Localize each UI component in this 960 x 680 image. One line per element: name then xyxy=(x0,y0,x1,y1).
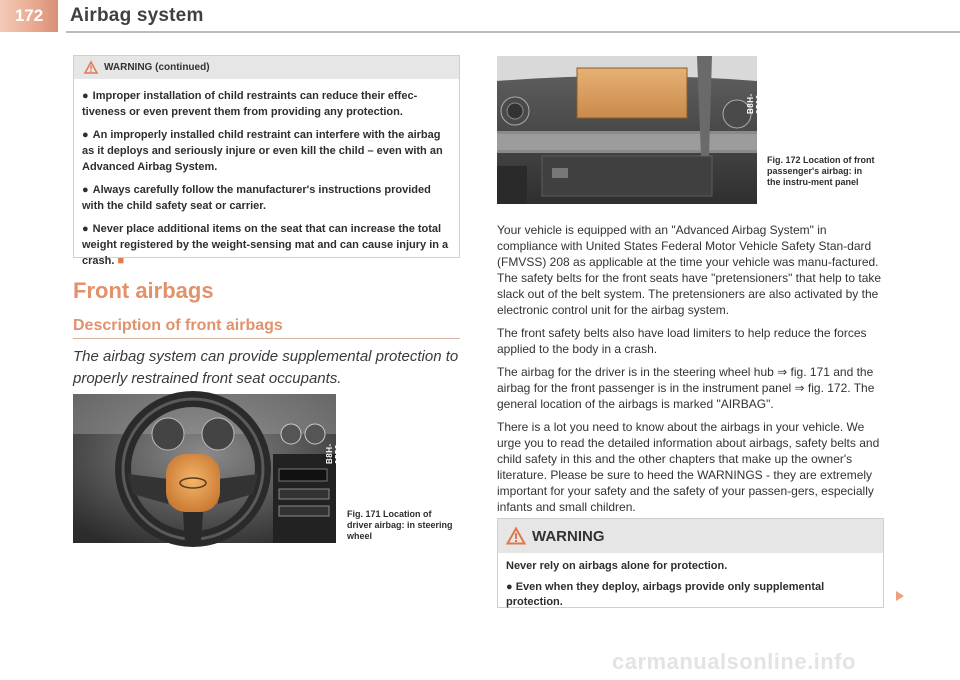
body-paragraph: The front safety belts also have load limiters to help reduce the forces applied to the body in a crash. xyxy=(497,326,867,356)
warning-continued-title: WARNING (continued) xyxy=(104,62,210,73)
warning-triangle-icon xyxy=(506,527,526,545)
section-heading: Front airbags xyxy=(73,278,214,303)
warning-bullet: ● Even when they deploy, airbags provide only supplemental protection. xyxy=(506,581,825,608)
warning-continued-header xyxy=(74,56,459,79)
subheading-underline xyxy=(73,338,460,339)
warning-bullet: ● Never place additional items on the seat that can increase the total weight registered by the weight-sensing mat and can cause injury in a crash. ■ xyxy=(82,223,449,267)
header-divider xyxy=(66,31,960,33)
warning-triangle-icon xyxy=(84,61,98,74)
warning-bullet: ● Improper installation of child restraints can reduce their effec-tiveness or even prevent them from providing any protection. xyxy=(82,90,418,118)
warning-bullet: ● An improperly installed child restraint can interfere with the airbag as it deploys and seriously injure or even kill the child – even with an Advanced Airbag System. xyxy=(82,129,443,173)
steering-wheel-illustration xyxy=(73,394,336,543)
dashboard-illustration xyxy=(497,56,757,204)
warning-header xyxy=(498,519,883,553)
warning-bullet: ● Always carefully follow the manufacturer's instructions provided with the child safety seat or carrier. xyxy=(82,184,431,212)
subsection-heading: Description of front airbags xyxy=(73,317,283,334)
warning-title: WARNING xyxy=(532,527,605,545)
warning-line: Never rely on airbags alone for protection. xyxy=(506,560,728,572)
body-text xyxy=(497,222,885,522)
section-title: Airbag system xyxy=(70,5,204,26)
warning-continued-box xyxy=(73,55,460,267)
figure-172-passenger-airbag xyxy=(497,56,764,204)
warning-box xyxy=(497,518,884,608)
body-paragraph: Your vehicle is equipped with an "Advanced Airbag System" in compliance with United States Federal Motor Vehicle Safety Stan-dard (FMVSS) 208 as applicable at the time your vehicle was manu-factured. The safety belts for the front seats have "pretensioners" that help to take slack out of the belt system. The pretensioners are also activated by the electronic control unit for the airbag system. xyxy=(497,223,882,317)
figure-172-caption: Fig. 172 Location of front passenger's airbag: in the instru-ment panel xyxy=(767,155,875,187)
figure-171-caption: Fig. 171 Location of driver airbag: in steering wheel xyxy=(347,509,453,541)
end-of-section-icon: ■ xyxy=(117,255,125,267)
body-paragraph: The airbag for the driver is in the steering wheel hub ⇒ fig. 171 and the airbag for the front passenger is in the instrument panel ⇒ fig. 172. The general location of the airbags is marked "AIRBAG". xyxy=(497,365,875,411)
figure-code: B8H-0558 xyxy=(325,443,343,464)
figure-code: B8H-0510 xyxy=(746,93,764,114)
body-paragraph: There is a lot you need to know about the airbags in your vehicle. We urge you to read the detailed information about airbags, safety belts and child safety in this and the other chapters that make up the owner's literature. Please be sure to heed the WARNINGS - they are extremely important for your safety and the safety of your passen-gers, especially infants and small children. xyxy=(497,420,880,514)
intro-text: The airbag system can provide supplemental protection to properly restrained front seat occupants. xyxy=(73,348,459,387)
figure-171-steering-wheel xyxy=(73,394,343,543)
watermark: carmanualsonline.info xyxy=(612,649,856,674)
page-number: 172 xyxy=(0,0,58,32)
continue-arrow-icon xyxy=(895,590,905,602)
